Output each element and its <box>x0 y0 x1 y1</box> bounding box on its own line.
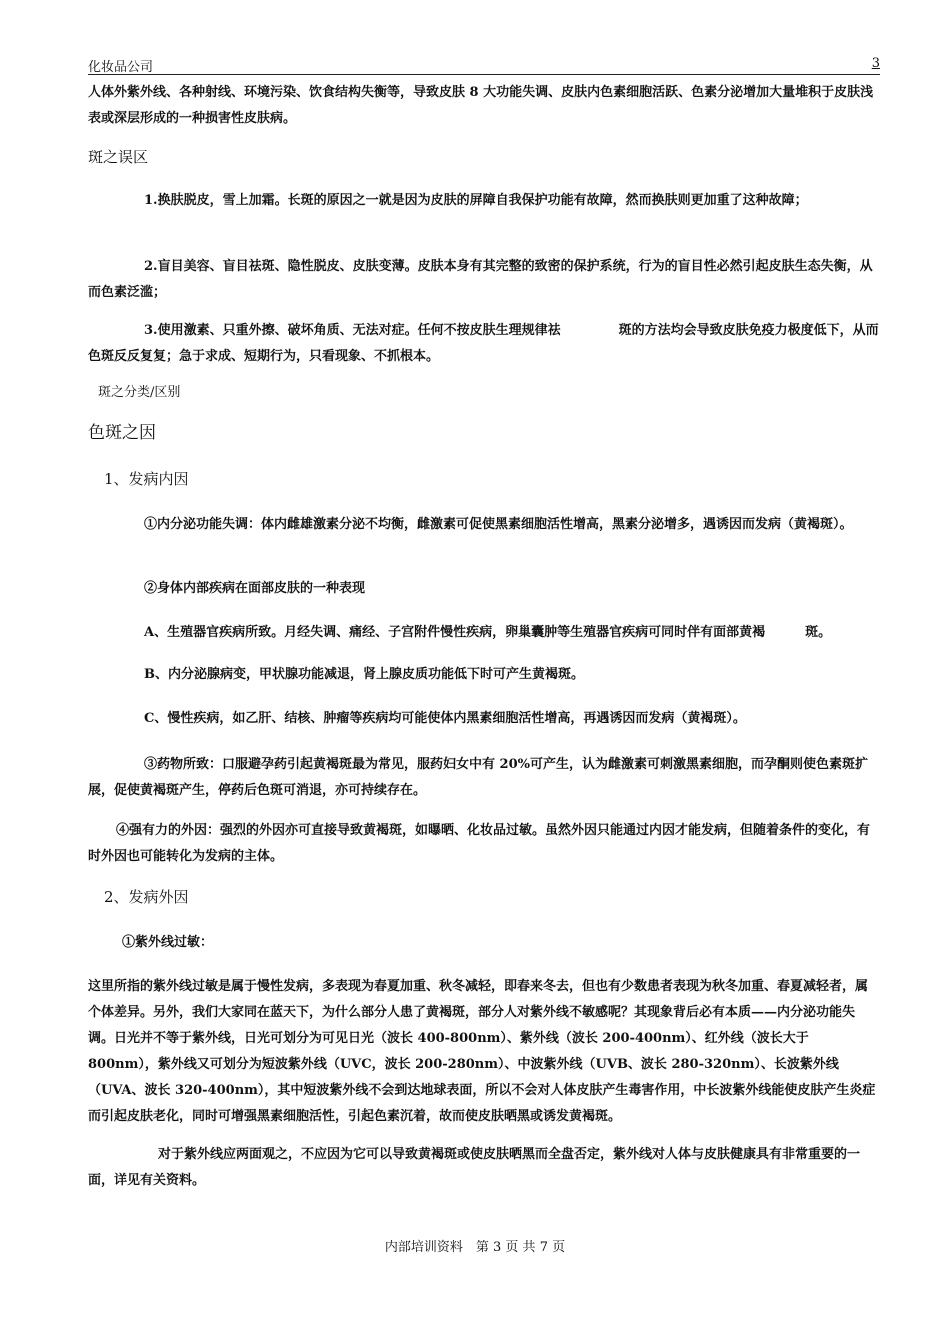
page-footer: 内部培训资料 第 3 页 共 7 页 <box>384 1240 566 1255</box>
item-a-part-1: A、生殖器官疾病所致。月经失调、痛经、子宫附件慢性疾病，卵巢囊肿等生殖器官疾病可同时伴有面部黄褐 <box>144 625 766 640</box>
page-header <box>88 56 880 75</box>
internal-cause-3: ③药物所致：口服避孕药引起黄褐斑最为常见，服药妇女中有 20%可产生，认为雌激素可刺激黑素细胞，而孕酮则使色素斑扩展，促使黄褐斑产生，停药后色斑可消退，亦可持续存在。 <box>88 757 868 798</box>
myth-heading: 斑之误区 <box>88 148 149 166</box>
classify-heading: 斑之分类/区别 <box>98 385 181 400</box>
cause-heading: 色斑之因 <box>88 423 156 443</box>
external-cause-heading: 2、发病外因 <box>104 888 189 906</box>
uv-paragraph: 这里所指的紫外线过敏是属于慢性发病，多表现为春夏加重、秋冬减轻，即春来冬去，但也有少数患者表现为秋冬加重、春夏减轻者，属个体差异。另外，我们大家同在蓝天下，为什么部分人患了黄褐斑，部分人对紫外线不敏感呢？其现象背后必有本质——内分泌功能失调。日光并不等于紫外线，日光可划分为可见日光（波长 400-800nm）、紫外线（波长 200-400nm）、红外线（波长大于 800nm），紫外线又可划分为短波紫外线（UVC，波长 200-280nm）、中波紫外线（UVB、波长 280-320nm）、长波紫外线（UVA、波长 320-400nm），其中短波紫外线不会到达地球表面，所以不会对人体皮肤产生毒害作用，中长波紫外线能使皮肤产生炎症而引起皮肤老化，同时可增强黑素细胞活性，引起色素沉着，故而使皮肤晒黑或诱发黄褐斑。 <box>88 979 876 1124</box>
uv-view-paragraph: 对于紫外线应两面观之，不应因为它可以导致黄褐斑或使皮肤晒黑而全盘否定，紫外线对人体与皮肤健康具有非常重要的一面，详见有关资料。 <box>88 1147 861 1188</box>
uv-heading: ①紫外线过敏： <box>122 935 214 950</box>
myth-3-part-b: 斑的方法均会导致皮肤免疫力极度低下，从而色斑反反复复；急于求成、短期行为，只看现象、不抓根本。 <box>88 323 879 364</box>
item-c: C、慢性疾病，如乙肝、结核、肿瘤等疾病均可能使体内黑素细胞活性增高，再遇诱因而发病（黄褐斑）。 <box>144 711 746 726</box>
header-company: 化妆品公司 <box>88 60 154 75</box>
internal-cause-1: ①内分泌功能失调：体内雌雄激素分泌不均衡，雌激素可促使黑素细胞活性增高，黑素分泌增多，遇诱因而发病（黄褐斑）。 <box>144 517 853 532</box>
item-b: B、内分泌腺病变，甲状腺功能减退，肾上腺皮质功能低下时可产生黄褐斑。 <box>144 667 584 682</box>
internal-cause-heading: 1、发病内因 <box>104 470 189 488</box>
header-page-number: 3 <box>871 56 880 71</box>
myth-3-part-a: 3.使用激素、只重外擦、破坏角质、无法对症。任何不按皮肤生理规律祛 <box>144 323 561 338</box>
item-a <box>88 620 880 646</box>
myth-1: 1.换肤脱皮，雪上加霜。长斑的原因之一就是因为皮肤的屏障自我保护功能有故障，然而换肤则更加重了这种故障； <box>144 193 808 208</box>
myth-2: 2.盲目美容、盲目祛斑、隐性脱皮、皮肤变薄。皮肤本身有其完整的致密的保护系统，行为的盲目性必然引起皮肤生态失衡，从而色素泛滥； <box>88 259 873 300</box>
item-a-part-2: 斑。 <box>805 625 832 640</box>
intro-paragraph: 人体外紫外线、各种射线、环境污染、饮食结构失衡等，导致皮肤 8 大功能失调、皮肤内色素细胞活跃、色素分泌增加大量堆积于皮肤浅表或深层形成的一种损害性皮肤病。 <box>88 85 874 126</box>
internal-cause-2: ②身体内部疾病在面部皮肤的一种表现 <box>144 581 366 596</box>
internal-cause-4: ④强有力的外因：强烈的外因亦可直接导致黄褐斑，如曝晒、化妆品过敏。虽然外因只能通过内因才能发病，但随着条件的变化，有时外因也可能转化为发病的主体。 <box>88 823 871 864</box>
myth-3 <box>88 318 880 370</box>
